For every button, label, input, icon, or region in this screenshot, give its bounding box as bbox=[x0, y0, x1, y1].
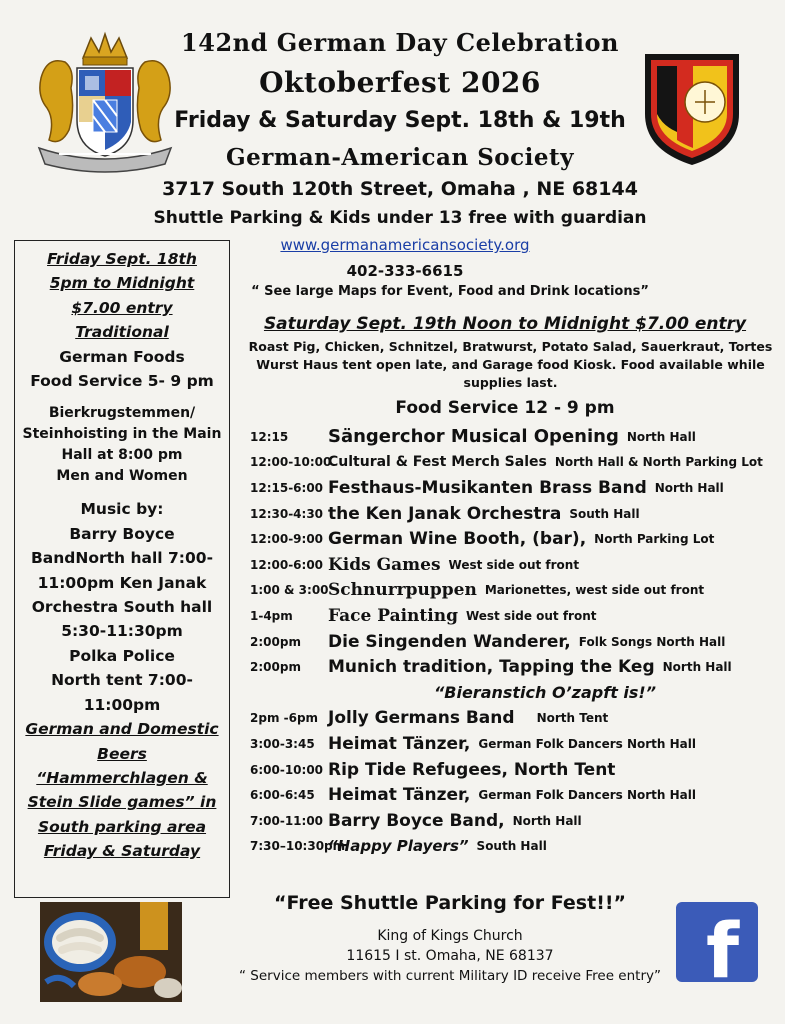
friday-stein-line1: Bierkrugstemmen/ bbox=[48, 405, 196, 422]
friday-stein-line4: Men and Women bbox=[56, 468, 188, 485]
friday-music-heading: Music by: bbox=[80, 500, 164, 519]
schedule-row bbox=[250, 731, 780, 757]
friday-music-line4: Orchestra South hall bbox=[31, 598, 213, 617]
schedule-event: Barry Boyce Band, bbox=[328, 810, 505, 831]
schedule-row bbox=[250, 654, 780, 680]
friday-music-line7: North tent 7:00- bbox=[51, 671, 193, 690]
facebook-icon[interactable]: f bbox=[676, 902, 758, 982]
oktoberfest-food-photo bbox=[40, 902, 182, 1002]
schedule-location: North Hall bbox=[662, 660, 732, 675]
schedule-location: North Hall bbox=[512, 813, 582, 828]
schedule-time: 12:00-6:00 bbox=[250, 557, 324, 572]
church-address: 11615 I st. Omaha, NE 68137 bbox=[346, 948, 554, 964]
schedule-time: 3:00-3:45 bbox=[250, 736, 315, 751]
schedule-event: “Happy Players” bbox=[328, 837, 469, 856]
schedule-location: South Hall bbox=[569, 506, 640, 521]
friday-music-line1: Barry Boyce bbox=[69, 524, 175, 543]
friday-games-line3: South parking area bbox=[37, 817, 207, 836]
saturday-schedule bbox=[250, 424, 780, 859]
schedule-location: North Parking Lot bbox=[594, 532, 715, 547]
shuttle-note: Shuttle Parking & Kids under 13 free with guardian bbox=[153, 208, 647, 228]
schedule-time: 12:15-6:00 bbox=[250, 480, 324, 495]
saturday-menu: Roast Pig, Chicken, Schnitzel, Bratwurst, Potato Salad, Sauerkraut, Tortes Wurst Haus tent open late, and Garage food Kiosk. Food available while supplies last. bbox=[248, 339, 773, 390]
schedule-event: Schnurrpuppen bbox=[328, 580, 477, 601]
schedule-row bbox=[250, 578, 780, 604]
schedule-time: 7:30–10:30pm bbox=[250, 839, 346, 854]
schedule-location: North Tent bbox=[536, 711, 609, 726]
schedule-time: 2pm -6pm bbox=[250, 711, 319, 726]
schedule-row bbox=[250, 834, 780, 860]
friday-music-line8: 11:00pm bbox=[83, 695, 161, 714]
friday-hours: 5pm to Midnight bbox=[49, 274, 195, 293]
event-dates: Friday & Saturday Sept. 18th & 19th bbox=[174, 108, 626, 133]
schedule-event: the Ken Janak Orchestra bbox=[328, 503, 562, 524]
schedule-location: Folk Songs North Hall bbox=[578, 634, 726, 649]
friday-stein-line3: Hall at 8:00 pm bbox=[61, 447, 183, 464]
maps-note: “ See large Maps for Event, Food and Drink locations” bbox=[251, 284, 649, 299]
schedule-time: 1:00 & 3:00 bbox=[250, 583, 329, 598]
schedule-time: 12:00-10:00 bbox=[250, 455, 332, 470]
friday-music-line6: Polka Police bbox=[69, 646, 175, 665]
schedule-time: 12:00-9:00 bbox=[250, 532, 324, 547]
schedule-event: Heimat Tänzer, bbox=[328, 785, 471, 806]
schedule-location: North Hall & North Parking Lot bbox=[554, 455, 763, 470]
schedule-row bbox=[250, 629, 780, 655]
schedule-location: West side out front bbox=[465, 608, 597, 623]
schedule-event: Sängerchor Musical Opening bbox=[328, 426, 619, 448]
schedule-event: Rip Tide Refugees, North Tent bbox=[328, 759, 616, 780]
friday-beers-line2: Beers bbox=[97, 744, 147, 763]
friday-traditional: Traditional bbox=[75, 323, 169, 342]
schedule-event: Jolly Germans Band bbox=[328, 708, 515, 729]
friday-entry: $7.00 entry bbox=[71, 298, 173, 317]
schedule-row bbox=[250, 450, 780, 476]
military-note: “ Service members with current Military ID receive Free entry” bbox=[239, 968, 661, 984]
schedule-row bbox=[250, 475, 780, 501]
schedule-event: German Wine Booth, (bar), bbox=[328, 529, 587, 550]
church-block bbox=[250, 926, 650, 966]
friday-games-line2: Stein Slide games” in bbox=[27, 793, 217, 812]
friday-games-line4: Friday & Saturday bbox=[43, 842, 201, 861]
saturday-food-service: Food Service 12 - 9 pm bbox=[395, 398, 615, 418]
event-address: 3717 South 120th Street, Omaha , NE 68144 bbox=[162, 178, 638, 200]
bavarian-crest-icon bbox=[35, 30, 175, 180]
schedule-location: Marionettes, west side out front bbox=[484, 583, 705, 598]
schedule-time: 2:00pm bbox=[250, 660, 301, 675]
schedule-event: Munich tradition, Tapping the Keg bbox=[328, 657, 655, 678]
free-shuttle-heading: “Free Shuttle Parking for Fest!!” bbox=[273, 892, 627, 914]
schedule-location: West side out front bbox=[448, 557, 580, 572]
schedule-location: German Folk Dancers North Hall bbox=[478, 736, 696, 751]
schedule-time: 12:30-4:30 bbox=[250, 506, 324, 521]
event-title-line1: 142nd German Day Celebration bbox=[181, 28, 619, 57]
schedule-location: German Folk Dancers North Hall bbox=[478, 788, 696, 803]
schedule-time: 6:00-10:00 bbox=[250, 762, 324, 777]
schedule-row bbox=[250, 603, 780, 629]
friday-music-line3: 11:00pm Ken Janak bbox=[37, 573, 207, 592]
schedule-event: Die Singenden Wanderer, bbox=[328, 631, 571, 652]
schedule-event: Cultural & Fest Merch Sales bbox=[328, 454, 547, 471]
schedule-event: Face Painting bbox=[328, 605, 458, 626]
church-name: King of Kings Church bbox=[377, 928, 523, 944]
schedule-row bbox=[250, 706, 780, 732]
schedule-time: 2:00pm bbox=[250, 634, 301, 649]
schedule-time: 6:00-6:45 bbox=[250, 788, 315, 803]
schedule-time: 1-4pm bbox=[250, 608, 293, 623]
friday-stein-line2: Steinhoisting in the Main bbox=[22, 426, 222, 443]
friday-date: Friday Sept. 18th bbox=[47, 250, 197, 268]
schedule-event: Festhaus-Musikanten Brass Band bbox=[328, 477, 647, 498]
schedule-row bbox=[250, 757, 780, 783]
friday-music-line5: 5:30-11:30pm bbox=[61, 622, 183, 641]
saturday-header: Saturday Sept. 19th Noon to Midnight $7.00 entry bbox=[263, 314, 747, 334]
schedule-time: 12:15 bbox=[250, 429, 289, 444]
schedule-row-subtitle bbox=[250, 680, 780, 706]
friday-games-line1: “Hammerchlagen & bbox=[36, 768, 208, 787]
website-link[interactable]: www.germanamericansociety.org bbox=[280, 236, 530, 254]
schedule-location: North Hall bbox=[626, 429, 696, 444]
schedule-row bbox=[250, 424, 780, 450]
friday-beers-line1: German and Domestic bbox=[25, 720, 219, 739]
schedule-row bbox=[250, 501, 780, 527]
society-shield-icon bbox=[643, 52, 741, 167]
schedule-event: Kids Games bbox=[328, 554, 441, 575]
event-title-line2: Oktoberfest 2026 bbox=[259, 66, 541, 99]
friday-info-box bbox=[14, 240, 230, 898]
schedule-location: South Hall bbox=[476, 839, 547, 854]
friday-food-service: Food Service 5- 9 pm bbox=[30, 372, 214, 391]
schedule-row bbox=[250, 552, 780, 578]
friday-music-line2: BandNorth hall 7:00- bbox=[30, 549, 213, 568]
schedule-row bbox=[250, 782, 780, 808]
keg-tapping-phrase: “Bieranstich O’zapft is!” bbox=[433, 683, 657, 703]
organization-name: German-American Society bbox=[225, 144, 575, 171]
friday-foods: German Foods bbox=[59, 347, 185, 366]
schedule-location: North Hall bbox=[654, 480, 724, 495]
schedule-row bbox=[250, 808, 780, 834]
phone-number: 402-333-6615 bbox=[346, 262, 464, 280]
schedule-event: Heimat Tänzer, bbox=[328, 733, 471, 754]
schedule-row bbox=[250, 526, 780, 552]
schedule-time: 7:00-11:00 bbox=[250, 813, 324, 828]
